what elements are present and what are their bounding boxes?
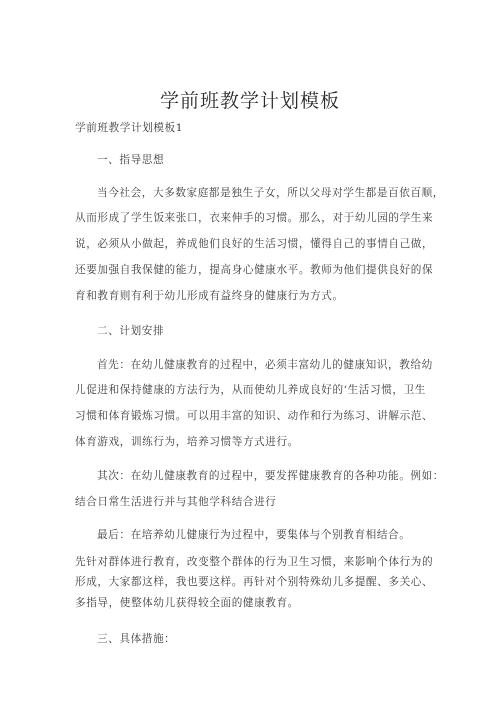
paragraph-line: 最后：在培养幼儿健康行为过程中，要集体与个别教育相结合。 [97, 529, 411, 541]
paragraph-line: 首先：在幼儿健康教育的过程中，必须丰富幼儿的健康知识，教给幼 [97, 359, 433, 371]
section-heading-1: 一、指导思想 [97, 154, 165, 166]
paragraph-line: 形成，大家都这样，我也要这样。再针对个别特殊幼儿多提醒、多关心、 [75, 576, 434, 588]
paragraph-line: 体育游戏，训练行为，培养习惯等方式进行。 [75, 436, 299, 448]
paragraph-line: 习惯和体育锻炼习惯。可以用丰富的知识、动作和行为练习、讲解示范、 [75, 410, 434, 422]
document-subtitle: 学前班教学计划模板1 [75, 122, 184, 134]
paragraph-line: 其次：在幼儿健康教育的过程中，要发挥健康教育的各种功能。例如： [97, 470, 445, 482]
paragraph-line: 结合日常生活进行并与其他学科结合进行 [75, 496, 277, 508]
paragraph-line: 说，必须从小做起，养成他们良好的生活习惯，懂得自己的事情自己做， [75, 238, 434, 250]
paragraph-line: 儿促进和保持健康的方法行为，从而使幼儿养成良好的‘生活习惯，卫生 [75, 384, 426, 396]
paragraph-line: 还要加强自我保健的能力，提高身心健康水平。教师为他们提供良好的保 [75, 264, 434, 276]
section-heading-3: 三、具体措施： [97, 633, 176, 645]
paragraph-line: 先针对群体进行教育，改变整个群体的行为卫生习惯，来影响个体行为的 [75, 556, 434, 568]
paragraph-line: 多指导，使整体幼儿获得较全面的健康教育。 [75, 597, 299, 609]
paragraph-line: 从而形成了学生饭来张口，衣来伸手的习惯。那么，对于幼儿园的学生来 [75, 212, 434, 224]
document-title: 学前班教学计划模板 [159, 90, 340, 112]
paragraph-line: 当今社会，大多数家庭都是独生子女，所以父母对学生都是百依百顺， [97, 187, 445, 199]
paragraph-line: 育和教育则有利于幼儿形成有益终身的健康行为方式。 [75, 290, 344, 302]
section-heading-2: 二、计划安排 [97, 325, 165, 337]
